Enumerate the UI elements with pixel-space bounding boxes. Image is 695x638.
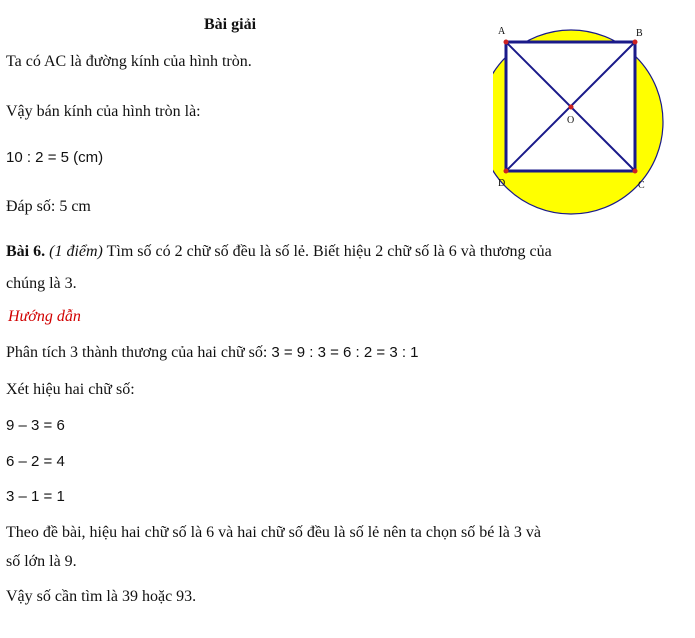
label-o: O <box>567 115 575 126</box>
point-a-dot <box>504 40 509 45</box>
label-a: A <box>498 26 506 37</box>
guide-diff-2: 6 – 2 = 4 <box>6 453 65 470</box>
point-o-dot <box>569 105 574 110</box>
solution-title: Bài giải <box>204 16 257 33</box>
guide-analysis-math: 3 = 9 : 3 = 6 : 2 = 3 : 1 <box>271 344 419 361</box>
label-c: C <box>638 180 645 191</box>
solution-line-diameter: Ta có AC là đường kính của hình tròn. <box>6 53 252 70</box>
solution-line-radius: Vậy bán kính của hình tròn là: <box>6 103 201 120</box>
point-d-dot <box>504 169 509 174</box>
point-b-dot <box>633 40 638 45</box>
solution-answer: Đáp số: 5 cm <box>6 198 91 215</box>
label-d: D <box>498 178 506 189</box>
problem-6-line-2: chúng là 3. <box>6 275 77 292</box>
guide-diff-3: 3 – 1 = 1 <box>6 488 65 505</box>
solution-calculation: 10 : 2 = 5 (cm) <box>6 149 104 166</box>
guide-diff-1: 9 – 3 = 6 <box>6 417 65 434</box>
guide-title: Hướng dẫn <box>8 308 81 325</box>
guide-conclusion-line-2: số lớn là 9. <box>6 553 77 570</box>
problem-6-points: (1 điểm) <box>49 243 103 260</box>
label-b: B <box>636 28 643 39</box>
problem-6-label: Bài 6. <box>6 243 46 260</box>
problem-6-line-1 <box>6 242 552 262</box>
guide-line-analysis <box>6 343 419 363</box>
guide-analysis-text: Phân tích 3 thành thương của hai chữ số: <box>6 344 268 361</box>
guide-conclusion-line-1: Theo đề bài, hiệu hai chữ số là 6 và hai chữ số đều là số lẻ nên ta chọn số bé là 3 và <box>6 524 541 541</box>
problem-6-text-1: Tìm số có 2 chữ số đều là số lẻ. Biết hiệu 2 chữ số là 6 và thương của <box>106 243 552 260</box>
circle-square-figure <box>493 20 673 220</box>
guide-final-answer: Vậy số cần tìm là 39 hoặc 93. <box>6 588 197 605</box>
point-c-dot <box>633 169 638 174</box>
guide-line-differences: Xét hiệu hai chữ số: <box>6 381 135 398</box>
